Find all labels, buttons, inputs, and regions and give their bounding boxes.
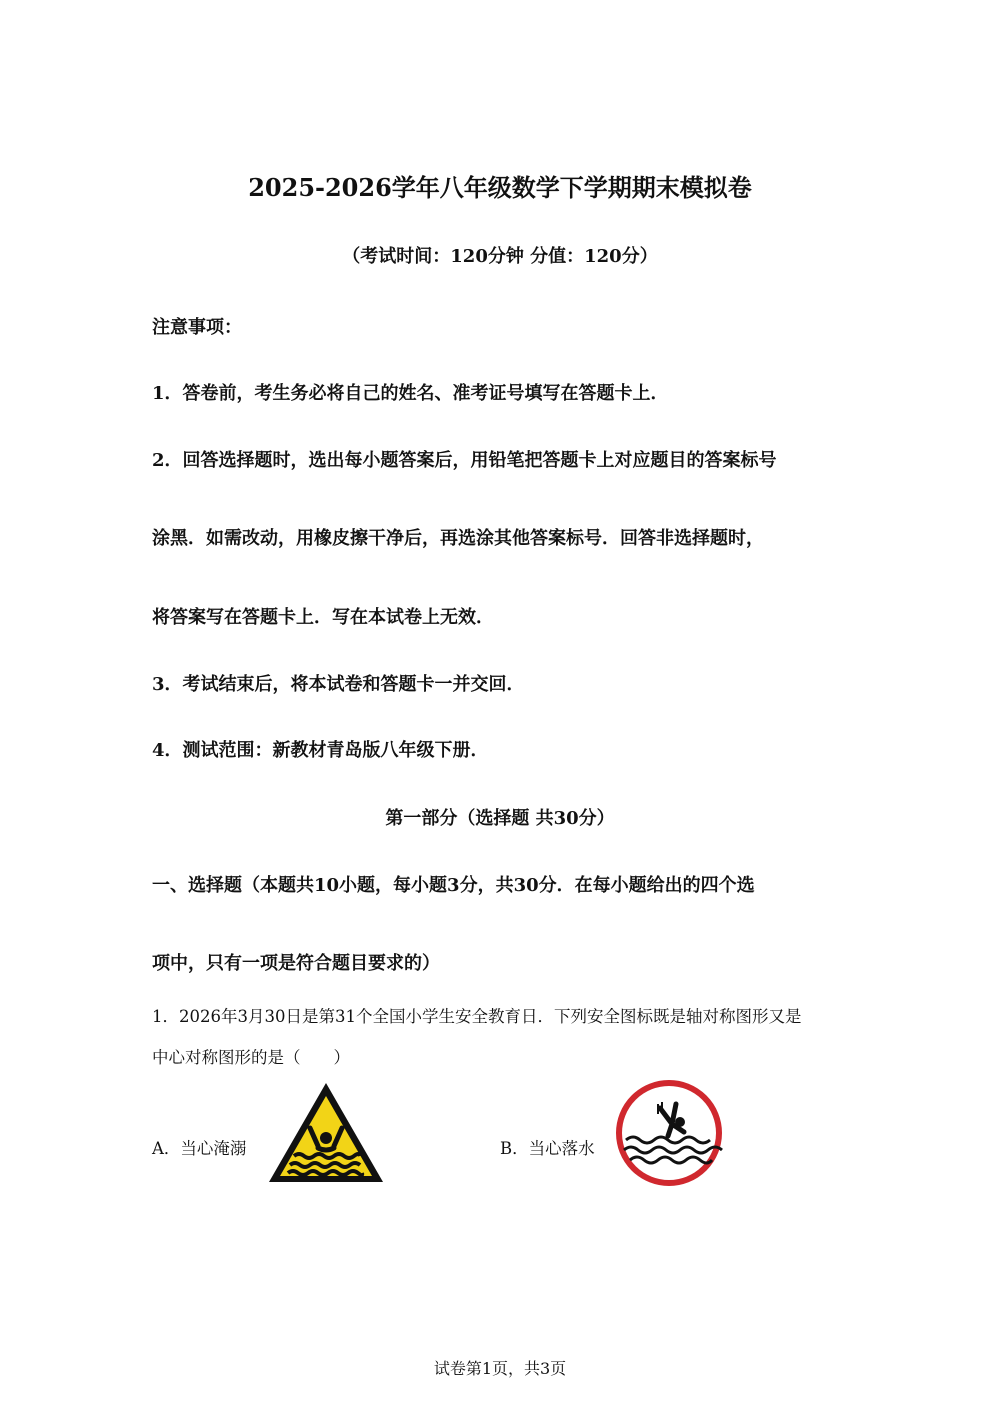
section-title: 第一部分（选择题 共30分）	[385, 808, 615, 829]
notice-line: 3．考试结束后，将本试卷和答题卡一并交回．	[152, 674, 525, 695]
instruction-line: 项中，只有一项是符合题目要求的）	[152, 953, 440, 974]
instruction-line: 一、选择题（本题共10小题，每小题3分，共30分．在每小题给出的四个选	[152, 875, 755, 896]
notice-line: 2．回答选择题时，选出每小题答案后，用铅笔把答题卡上对应题目的答案标号	[152, 450, 777, 471]
notice-heading: 注意事项：	[152, 317, 242, 338]
notice-line: 将答案写在答题卡上．写在本试卷上无效．	[152, 607, 494, 628]
notice-line: 涂黑．如需改动，用橡皮擦干净后，再选涂其他答案标号．回答非选择题时，	[152, 528, 764, 549]
question-text: 中心对称图形的是（ ）	[152, 1048, 350, 1067]
exam-duration-score: （考试时间：120分钟 分值：120分）	[342, 246, 658, 267]
question-text: 1．2026年3月30日是第31个全国小学生安全教育日．下列安全图标既是轴对称图形又是	[152, 1007, 802, 1026]
notice-line: 4．测试范围：新教材青岛版八年级下册．	[152, 740, 489, 761]
page-footer: 试卷第1页，共3页	[433, 1359, 567, 1378]
option-a-label[interactable]: A．当心淹溺	[152, 1139, 247, 1158]
page-title: 2025-2026学年八年级数学下学期期末模拟卷	[248, 173, 752, 202]
caution-falling-into-water-icon[interactable]	[614, 1078, 724, 1188]
option-b-label[interactable]: B．当心落水	[500, 1139, 595, 1158]
caution-drowning-icon[interactable]	[266, 1080, 386, 1185]
notice-line: 1．答卷前，考生务必将自己的姓名、准考证号填写在答题卡上．	[152, 383, 669, 404]
